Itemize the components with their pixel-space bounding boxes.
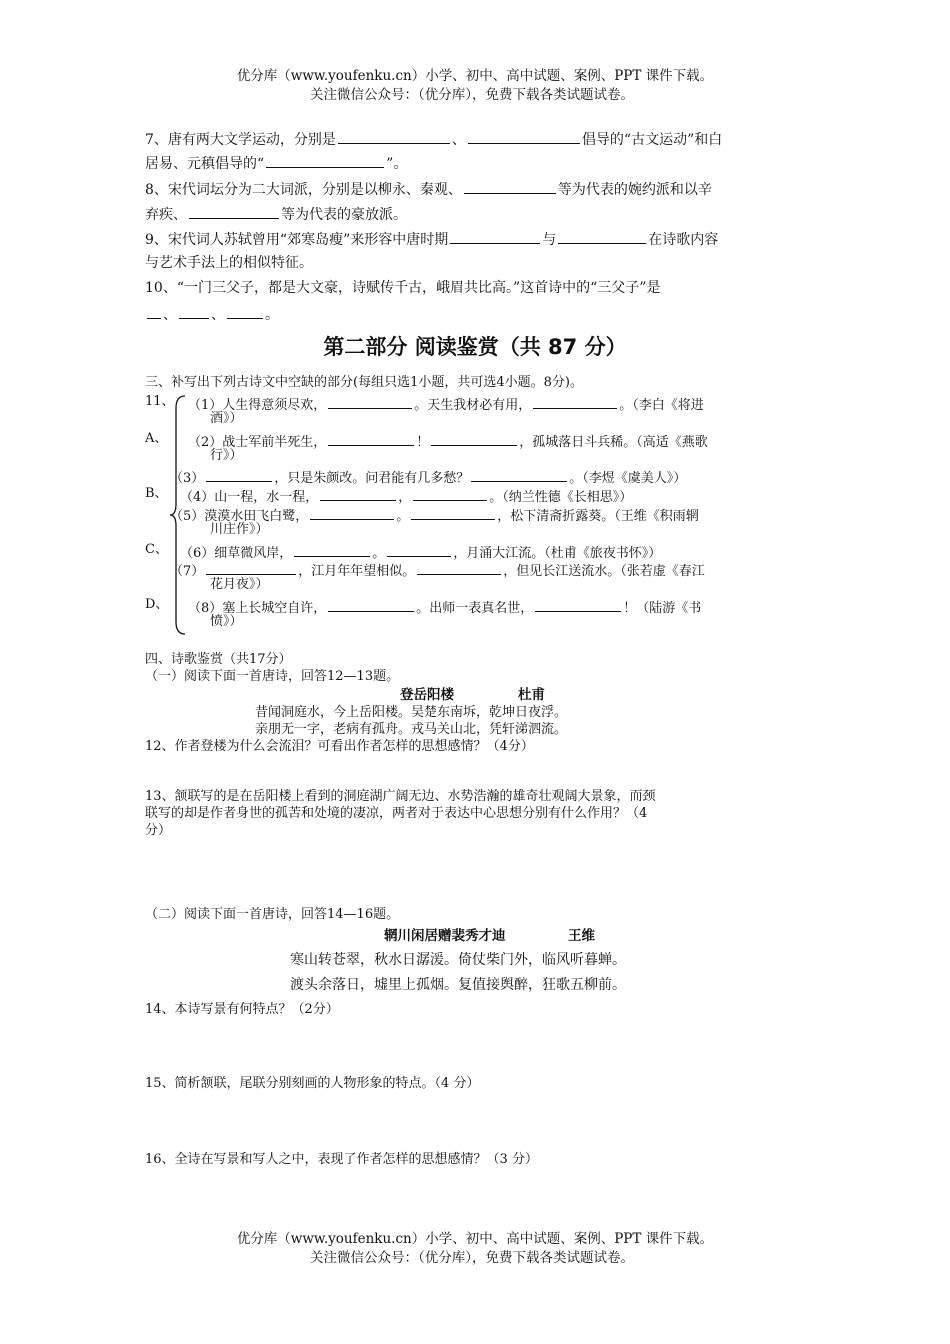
item-2-blank-1[interactable] xyxy=(328,430,414,446)
q8-line-1 xyxy=(145,178,712,200)
q7-text-e: ”。 xyxy=(386,156,408,172)
item-1-text-b: 。天生我材必有用， xyxy=(414,398,532,413)
poem2-title: 辋川闲居赠裴秀才迪 xyxy=(384,928,506,944)
q9-text-c: 在诗歌内容 xyxy=(648,232,719,248)
item-4-blank-1[interactable] xyxy=(320,485,396,501)
item-4-text-c: 。（纳兰性德《长相思》） xyxy=(489,490,633,505)
q10-text-a: 10、“一门三父子，都是大文豪，诗赋传千古，峨眉共比高。”这首诗中的“三父子”是 xyxy=(145,280,661,296)
item-5-blank-1[interactable] xyxy=(310,504,394,520)
q9-text-b: 与 xyxy=(542,232,557,248)
item-1-blank-1[interactable] xyxy=(328,393,412,409)
part2-title: 第二部分 阅读鉴赏（共 87 分） xyxy=(323,335,627,359)
item-3-text-a: （3） xyxy=(170,471,205,486)
item-8-text-a: （8）塞上长城空自许， xyxy=(188,601,327,616)
item-7-line-2: 花月夜》） xyxy=(210,577,269,592)
item-3-text-b: ，只是朱颜改。问君能有几多愁？ xyxy=(274,471,470,486)
item-1-line-2: 酒》） xyxy=(210,411,243,426)
group-a-label: A、 xyxy=(145,431,168,446)
q10-blank-2[interactable] xyxy=(179,303,209,319)
q10-line-1 xyxy=(145,278,660,298)
item-8-text-c: ！（陆游《书 xyxy=(623,601,702,616)
poem2-line-2: 渡头余落日，墟里上孤烟。复值接舆醉，狂歌五柳前。 xyxy=(290,977,626,993)
item-6-blank-1[interactable] xyxy=(294,541,370,557)
q7-line-1 xyxy=(145,128,722,150)
poem2-intro: （二）阅读下面一首唐诗，回答14—16题。 xyxy=(145,907,400,922)
q8-text-b: 等为代表的婉约派和以辛 xyxy=(557,182,712,198)
item-6-text-a: （6）细草微风岸， xyxy=(180,546,293,561)
item-2-blank-2[interactable] xyxy=(431,430,517,446)
q8-text-a: 8、宋代词坛分为二大词派，分别是以柳永、秦观、 xyxy=(145,182,462,198)
group-b-label: B、 xyxy=(145,486,168,501)
item-8-text-b: 。出师一表真名世， xyxy=(416,601,534,616)
q11-label: 11、 xyxy=(145,394,175,409)
item-2-line-1 xyxy=(188,430,708,451)
q10-end: 。 xyxy=(265,307,279,323)
q8-blank-2[interactable] xyxy=(189,203,279,219)
q9-text-d: 与艺术手法上的相似特征。 xyxy=(145,255,313,271)
q10-blank-1[interactable] xyxy=(147,303,161,319)
sec3-intro: 三、补写出下列古诗文中空缺的部分(每组只选1小题，共可选4小题。8分)。 xyxy=(145,375,583,390)
item-1-blank-2[interactable] xyxy=(533,393,617,409)
q13-line-3: 分） xyxy=(145,823,172,838)
footer-line-1: 优分库（www.youfenku.cn）小学、初中、高中试题、案例、PPT 课件下载。 xyxy=(236,1231,714,1247)
q14-text: 14、本诗写景有何特点？（2分） xyxy=(145,1002,339,1017)
poem2-line-1: 寒山转苍翠，秋水日潺湲。倚仗柴门外，临风听暮蝉。 xyxy=(290,952,626,968)
item-6-text-c: ，月涌大江流。（杜甫《旅夜书怀》） xyxy=(453,546,662,561)
item-3-text-c: 。（李煜《虞美人》） xyxy=(569,471,687,486)
q8-text-d: 等为代表的豪放派。 xyxy=(281,207,407,223)
item-8-line-1 xyxy=(188,596,701,617)
page-header xyxy=(0,67,950,105)
q13-line-1: 13、颔联写的是在岳阳楼上看到的洞庭湖广阔无边、水势浩瀚的雄奇壮观阔大景象，而颈 xyxy=(145,789,656,804)
item-2-text-c: ，孤城落日斗兵稀。（高适《燕歌 xyxy=(519,435,708,450)
item-4-text-b: ， xyxy=(398,490,412,505)
item-3-blank-2[interactable] xyxy=(471,466,567,482)
q7-line-2 xyxy=(145,152,407,174)
item-2-text-a: （2）战士军前半死生， xyxy=(188,435,327,450)
header-line-2: 关注微信公众号：（优分库），免费下载各类试题试卷。 xyxy=(310,87,634,103)
item-7-text-b: ，江月年年望相似。 xyxy=(298,564,416,579)
group-d-label: D、 xyxy=(145,597,169,612)
poem2-author: 王维 xyxy=(568,928,595,944)
q15-text: 15、简析颔联，尾联分别刻画的人物形象的特点。（4 分） xyxy=(145,1076,480,1091)
item-7-text-c: ，但见长江送流水。（张若虚《春江 xyxy=(503,564,705,579)
item-8-blank-1[interactable] xyxy=(328,596,414,612)
q9-line-2 xyxy=(145,253,313,273)
item-7-blank-1[interactable] xyxy=(206,559,296,575)
item-8-line-2: 愤》） xyxy=(210,614,243,629)
item-4-blank-2[interactable] xyxy=(413,485,487,501)
item-7-blank-2[interactable] xyxy=(417,559,501,575)
item-5-text-a: （5）漠漠水田飞白鹭， xyxy=(170,509,309,524)
poem1-intro: （一）阅读下面一首唐诗，回答12—13题。 xyxy=(145,669,400,684)
q7-text-c: 倡导的“古文运动”和白 xyxy=(581,132,723,148)
q16-text: 16、全诗在写景和写人之中，表现了作者怎样的思想感情？（3 分） xyxy=(145,1152,538,1167)
item-3-blank-1[interactable] xyxy=(206,466,272,482)
q9-line-1 xyxy=(145,228,718,250)
item-4-line-1 xyxy=(180,485,632,506)
page-footer xyxy=(0,1230,950,1268)
poem1-author: 杜甫 xyxy=(518,687,545,703)
item-3-line-1 xyxy=(170,466,686,487)
group-c-label: C、 xyxy=(145,542,168,557)
poem1-title: 登岳阳楼 xyxy=(400,687,454,703)
item-5-line-2: 川庄作》） xyxy=(210,522,269,537)
q8-text-c: 弃疾、 xyxy=(145,207,187,223)
footer-line-2: 关注微信公众号：（优分库），免费下载各类试题试卷。 xyxy=(310,1250,634,1266)
q9-blank-1[interactable] xyxy=(450,228,540,244)
q8-line-2 xyxy=(145,203,407,225)
q7-blank-3[interactable] xyxy=(266,152,384,168)
item-4-text-a: （4）山一程，水一程， xyxy=(180,490,319,505)
item-1-text-a: （1）人生得意须尽欢， xyxy=(188,398,327,413)
q9-text-a: 9、宋代词人苏轼曾用“郊寒岛瘦”来形容中唐时期 xyxy=(145,232,449,248)
item-5-blank-2[interactable] xyxy=(411,504,495,520)
q10-blank-3[interactable] xyxy=(227,303,263,319)
q10-sep-1: 、 xyxy=(163,307,177,323)
q10-sep-2: 、 xyxy=(211,307,225,323)
q7-text-a: 7、唐有两大文学运动，分别是 xyxy=(145,132,336,148)
q12-text: 12、作者登楼为什么会流泪？可看出作者怎样的思想感情？（4分） xyxy=(145,739,534,754)
q7-text-b: 、 xyxy=(451,132,466,148)
item-5-text-c: ，松下清斋折露葵。（王维《积雨辋 xyxy=(497,509,699,524)
item-5-text-b: 。 xyxy=(396,509,410,524)
q7-blank-2[interactable] xyxy=(468,128,580,144)
item-6-blank-2[interactable] xyxy=(387,541,451,557)
item-6-text-b: 。 xyxy=(372,546,386,561)
q7-text-d: 居易、元稹倡导的“ xyxy=(145,156,265,172)
q10-line-2 xyxy=(145,303,279,325)
q13-line-2: 联写的却是作者身世的孤苦和处境的凄凉，两者对于表达中心思想分别有什么作用？（4 xyxy=(145,806,648,821)
item-2-line-2: 行》） xyxy=(210,448,243,463)
q7-blank-1[interactable] xyxy=(338,128,450,144)
header-line-1: 优分库（www.youfenku.cn）小学、初中、高中试题、案例、PPT 课件下载。 xyxy=(236,68,714,84)
poem1-line-2: 亲朋无一字，老病有孤舟。戎马关山北，凭轩涕泗流。 xyxy=(255,722,568,737)
item-7-text-a: （7） xyxy=(170,564,205,579)
q8-blank-1[interactable] xyxy=(464,178,556,194)
item-1-text-c: 。（李白《将进 xyxy=(619,398,704,413)
item-1-line-1 xyxy=(188,393,704,414)
poem1-line-1: 昔闻洞庭水，今上岳阳楼。吴楚东南坼，乾坤日夜浮。 xyxy=(255,705,568,720)
q9-blank-2[interactable] xyxy=(558,228,646,244)
item-2-text-b: ！ xyxy=(416,435,430,450)
item-8-blank-2[interactable] xyxy=(535,596,621,612)
sec4-title: 四、诗歌鉴赏（共17分） xyxy=(145,652,292,667)
